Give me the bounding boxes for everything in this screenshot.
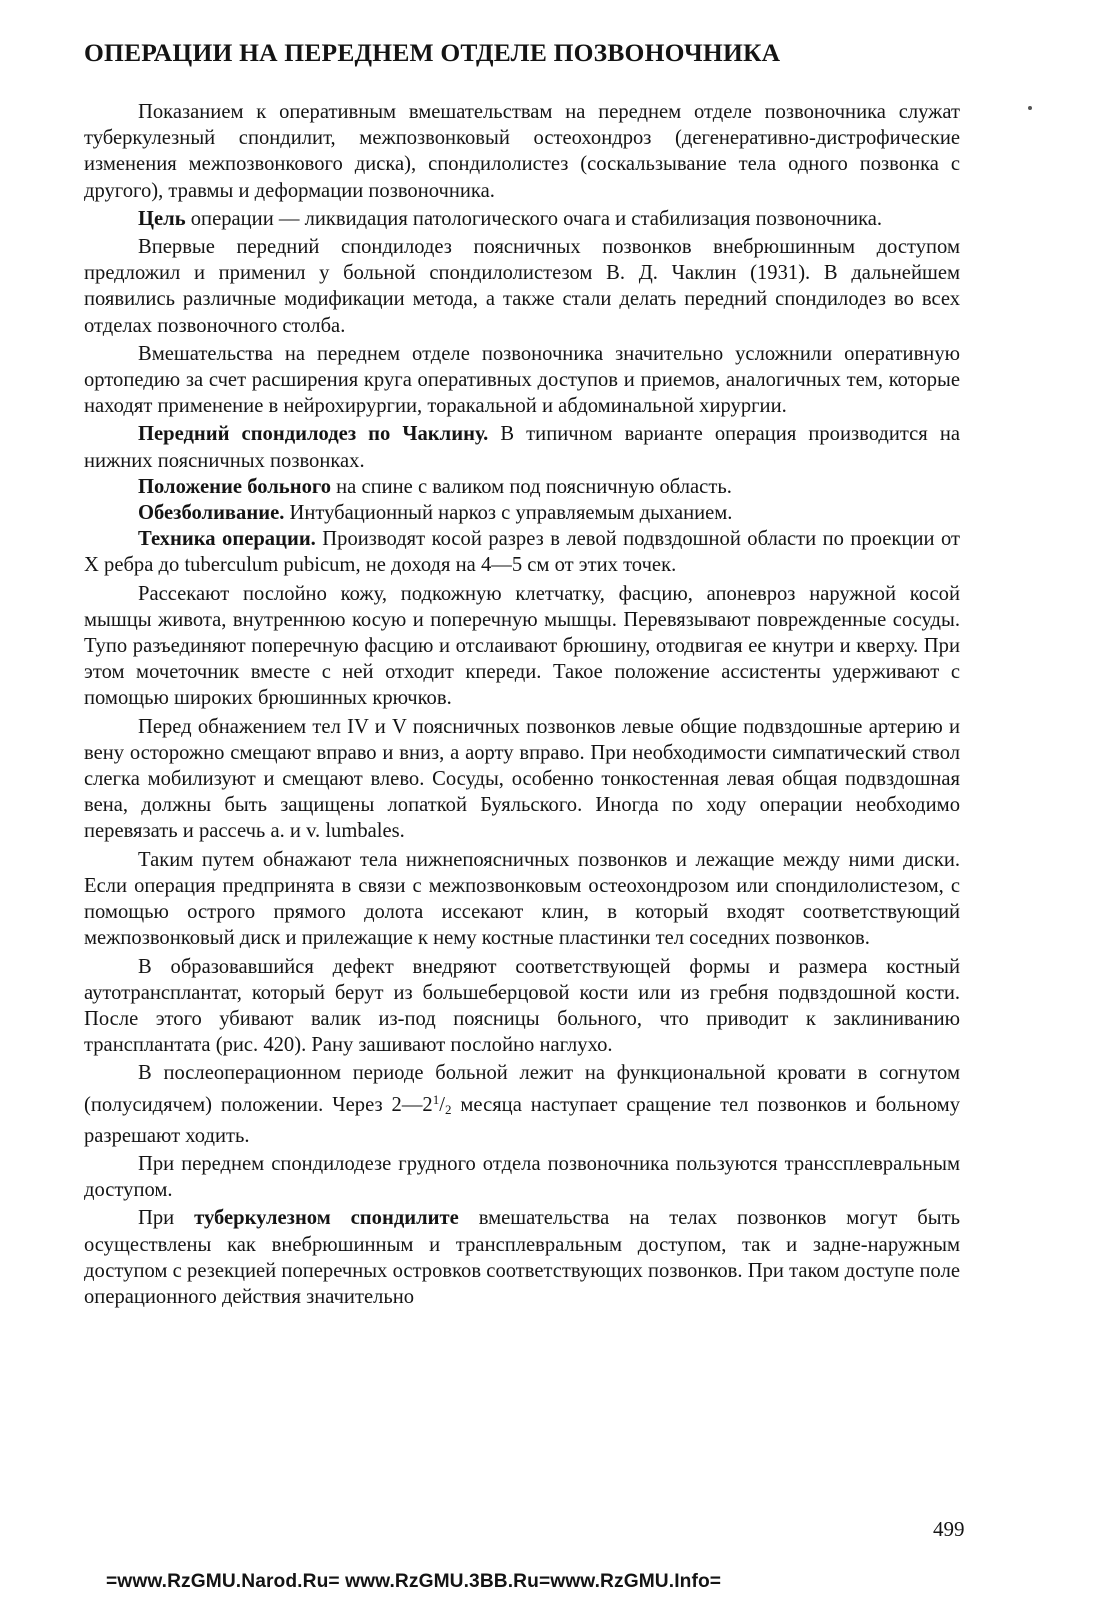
- tuberculosis-label: туберкулезном спондилите: [194, 1207, 459, 1230]
- chaklin-label: Передний спондилодез по Чаклину.: [138, 423, 489, 446]
- paragraph-thoracic: При переднем спондилодезе грудного отдела позвоночника пользуются транссплевральным доступом.: [84, 1152, 960, 1202]
- position-text: на спине с валиком под поясничную область.: [331, 475, 732, 498]
- paragraph-chaklin: [84, 421, 960, 473]
- goal-label: Цель: [138, 207, 186, 230]
- fraction-denominator: 2: [444, 1101, 452, 1117]
- goal-text: операции — ликвидация патологического очага и стабилизация позвоночника.: [185, 207, 883, 230]
- technique-label: Техника операции.: [138, 528, 316, 551]
- page-number: 499: [933, 1517, 965, 1541]
- paragraph-vessels: Перед обнажением тел IV и V поясничных позвонков левые общие подвздошные артерию и вену осторожно смещают вправо и вниз, а аорту вправо. При необходимости симпатический ствол слегка мобилизуют и смещают влево. Сосуды, особенно тонкостенная левая общая подвздошная вена, должны быть защищены лопаткой Буяльского. Иногда по ходу операции необходимо перевязать и рассечь a. и v. lumbales.: [84, 715, 960, 843]
- paragraph-position: [84, 474, 960, 500]
- paragraph-graft: В образовавшийся дефект внедряют соответствующей формы и размера костный аутотрансплантат, который берут из большеберцовой кости или из гребня подвздошной кости. После этого убивают валик из-под поясницы больного, что приводит к заклиниванию трансплантата (рис. 420). Рану зашивают послойно наглухо.: [84, 955, 960, 1057]
- tuberculosis-pre: При: [138, 1207, 195, 1230]
- paragraph-tuberculosis: [84, 1205, 960, 1310]
- technique-text: Производят косой разрез в левой подвздошной области по проекции от X ребра до tuberculum pubicum, не доходя на 4—5 см от этих точек.: [84, 528, 960, 577]
- fraction-numerator: 1: [432, 1091, 440, 1107]
- section-heading: ОПЕРАЦИИ НА ПЕРЕДНЕМ ОТДЕЛЕ ПОЗВОНОЧНИКА: [84, 38, 781, 67]
- body-text: [84, 99, 960, 1312]
- paragraph-goal: [84, 206, 960, 232]
- paragraph-anesthesia: [84, 500, 960, 526]
- paragraph-complexity: Вмешательства на переднем отделе позвоночника значительно усложнили оперативную ортопедию за счет расширения круга оперативных доступов и приемов, аналогичных тем, которые находят применение в нейрохирургии, торакальной и абдоминальной хирургии.: [84, 342, 960, 418]
- postop-text-b: месяца наступает сращение тел позвонков и больному разрешают ходить.: [84, 1093, 960, 1147]
- paragraph-indications: Показанием к оперативным вмешательствам на переднем отделе позвоночника служат туберкулезный спондилит, межпозвонковый остеохондроз (дегенеративно-дистрофические изменения межпозвонкового диска), спондилолистез (соскальзывание тела одного позвонка с другого), травмы и деформации позвоночника.: [84, 101, 960, 202]
- tuberculosis-text: вмешательства на телах позвонков могут быть осуществлены как внебрюшинным и трансплевральным доступом, так и задне-наружным доступом с резекцией поперечных островков соответствующих позвонков. При таком доступе поле операционного действия значительно: [84, 1207, 961, 1308]
- paragraph-technique: [84, 526, 960, 578]
- paragraph-dissection: Рассекают послойно кожу, подкожную клетчатку, фасцию, апоневроз наружной косой мышцы живота, внутреннюю косую и поперечную мышцы. Перевязывают поврежденные сосуды. Тупо разъединяют поперечную фасцию и отслаивают брюшину, отодвигая ее кнутри и кверху. При этом мочеточник вместе с ней отходит кпереди. Такое положение ассистенты удерживают с помощью широких брюшинных крючков.: [84, 582, 960, 710]
- paragraph-exposure: Таким путем обнажают тела нижнепоясничных позвонков и лежащие между ними диски. Если операция предпринята в связи с межпозвонковым остеохондрозом или спондилолистезом, с помощью острого прямого долота иссекают клин, в который входят соответствующий межпозвонковый диск и прилежащие к нему костные пластинки тел соседних позвонков.: [84, 848, 960, 950]
- footer-watermark: =www.RzGMU.Narod.Ru= www.RzGMU.3BB.Ru=www.RzGMU.Info=: [106, 1571, 722, 1592]
- paragraph-postop: [84, 1060, 960, 1149]
- postop-text-a: В послеоперационном периоде больной лежит на функциональной кровати в согнутом (полусидячем) положении. Через 2—2: [84, 1062, 960, 1116]
- position-label: Положение больного: [138, 475, 331, 498]
- anesthesia-text: Интубационный наркоз с управляемым дыханием.: [284, 502, 733, 525]
- chaklin-text: В типичном варианте операция производится на нижних поясничных позвонках.: [84, 423, 960, 472]
- fraction-slash: /: [439, 1093, 445, 1116]
- paragraph-history: Впервые передний спондилодез поясничных позвонков внебрюшинным доступом предложил и применил у больной спондилолистезом В. Д. Чаклин (1931). В дальнейшем появились различные модификации метода, а также стали делать передний спондилодез во всех отделах позвоночного столба.: [84, 236, 960, 337]
- anesthesia-label: Обезболивание.: [138, 502, 285, 525]
- scan-speck: [1028, 106, 1032, 110]
